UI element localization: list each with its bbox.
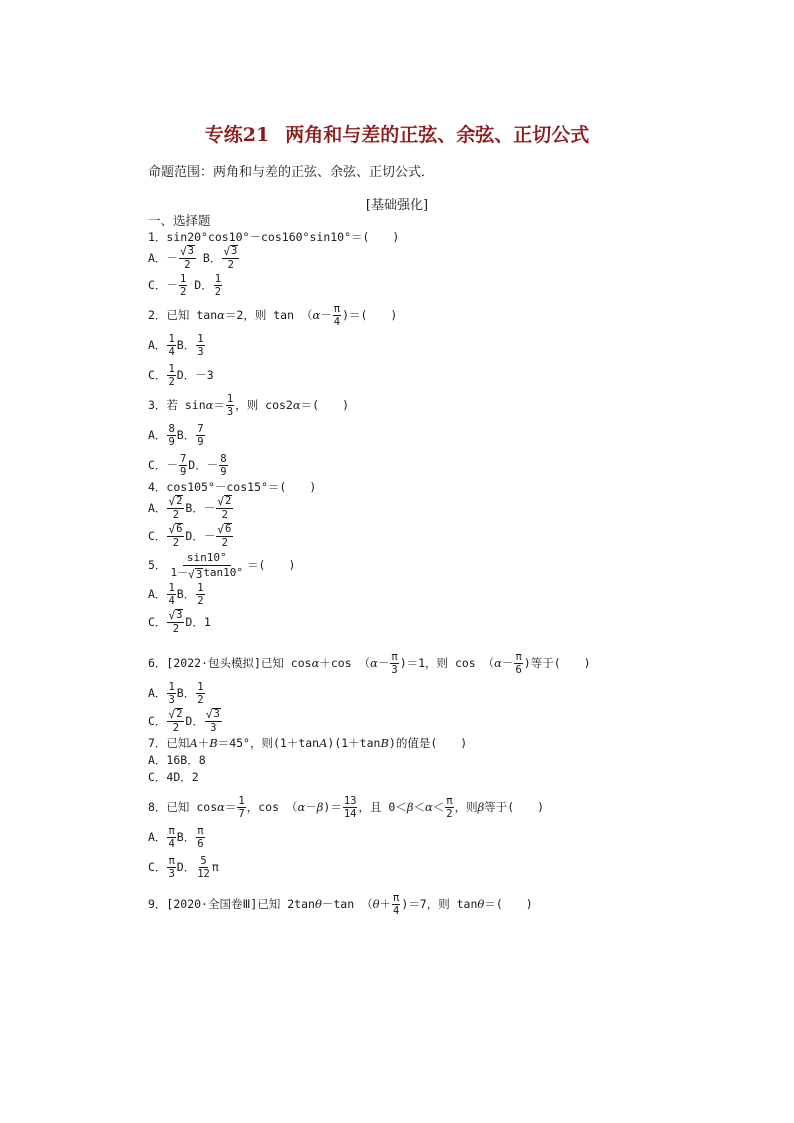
fraction bbox=[167, 855, 175, 880]
math-token: 等于( ) bbox=[484, 800, 545, 814]
math-token: 2 bbox=[168, 376, 175, 388]
math-token: － bbox=[166, 250, 178, 265]
math-token: ＋cos （ bbox=[319, 656, 371, 670]
math-token: 1 bbox=[168, 681, 175, 693]
math-token: ，cos （ bbox=[246, 800, 298, 814]
math-token: ，且 0＜ bbox=[358, 800, 407, 814]
math-token: 7 bbox=[197, 423, 204, 435]
math-token: 1 bbox=[197, 681, 204, 693]
math-token: 6 bbox=[176, 523, 183, 535]
math-token: 9 bbox=[220, 466, 227, 478]
math-token: B． bbox=[185, 500, 204, 515]
fraction bbox=[196, 333, 204, 358]
math-token: － bbox=[203, 500, 216, 515]
math-token: 2 bbox=[176, 708, 183, 720]
fraction bbox=[196, 855, 211, 880]
math-token: C． bbox=[148, 528, 167, 543]
question-7 bbox=[148, 736, 668, 751]
math-token: ＜ bbox=[413, 800, 425, 814]
math-token: 3．若 sin bbox=[148, 398, 206, 412]
math-token: α bbox=[297, 800, 306, 814]
math-token: 2 bbox=[221, 509, 228, 521]
q4-options-cd bbox=[148, 523, 668, 549]
math-token: θ bbox=[314, 897, 322, 911]
math-token: 7 bbox=[179, 453, 187, 465]
math-token: 3 bbox=[210, 722, 217, 734]
math-token: C． bbox=[148, 458, 167, 472]
math-token: β bbox=[406, 800, 414, 814]
question-6 bbox=[148, 651, 668, 676]
math-token: 2 bbox=[224, 495, 232, 507]
math-token: － bbox=[377, 656, 390, 670]
math-token: √ bbox=[168, 609, 176, 622]
math-token: B． bbox=[176, 338, 196, 352]
math-token: 2 bbox=[197, 595, 204, 607]
fraction bbox=[167, 708, 184, 734]
fraction bbox=[222, 245, 239, 271]
question-list bbox=[148, 213, 668, 917]
math-token: D．－3 bbox=[176, 368, 214, 382]
math-token: θ bbox=[372, 897, 380, 911]
math-token: 8 bbox=[220, 453, 227, 465]
math-token: 3 bbox=[226, 406, 234, 418]
math-token: ＝45°，则(1＋tan bbox=[217, 736, 320, 750]
math-token: D．1 bbox=[185, 614, 211, 629]
math-token: －tan （ bbox=[321, 897, 373, 911]
math-token: 2．已知 tan bbox=[148, 308, 218, 322]
fraction bbox=[167, 523, 184, 549]
math-token: 1 bbox=[168, 363, 175, 375]
q1-options-ab bbox=[148, 245, 668, 271]
math-token: 7．已知 bbox=[148, 736, 190, 750]
math-token: 13 bbox=[343, 795, 357, 807]
math-token: 3 bbox=[391, 664, 398, 676]
math-token: 3 bbox=[213, 708, 220, 720]
math-token: 9 bbox=[168, 436, 175, 448]
math-token: 2 bbox=[227, 259, 234, 271]
math-token: 1 bbox=[168, 582, 175, 594]
math-token: 4 bbox=[393, 905, 400, 917]
math-token: 4 bbox=[333, 316, 341, 328]
math-token: ＝( ) bbox=[484, 897, 533, 911]
math-token: D． bbox=[185, 528, 204, 543]
math-token: － bbox=[305, 800, 317, 814]
math-token: 1 bbox=[168, 333, 175, 345]
fraction bbox=[168, 551, 245, 580]
math-token: tan10° bbox=[203, 566, 244, 579]
math-token: ＝( ) bbox=[300, 398, 349, 412]
math-token: 2 bbox=[172, 623, 180, 635]
math-token: 1 bbox=[197, 333, 204, 345]
math-token: 2 bbox=[446, 808, 453, 820]
math-token: A． bbox=[148, 500, 167, 515]
math-token: B． bbox=[176, 587, 196, 601]
math-token: 2 bbox=[197, 694, 204, 706]
math-token: A． bbox=[148, 686, 167, 700]
math-token: C． bbox=[148, 614, 167, 629]
part-title: 一、选择题 bbox=[148, 213, 211, 228]
math-token: C． bbox=[148, 278, 167, 292]
fraction bbox=[167, 363, 175, 388]
math-token: )＝( ) bbox=[342, 308, 398, 322]
math-token: )＝7，则 tan bbox=[401, 897, 478, 911]
math-token: 专练21 bbox=[204, 124, 270, 146]
q7-options-ab: A．16B．8 bbox=[148, 753, 206, 767]
math-token: √ bbox=[217, 495, 224, 508]
math-token: A bbox=[189, 736, 198, 750]
math-token: － bbox=[320, 308, 332, 322]
fraction bbox=[205, 708, 222, 734]
math-token: )(1＋tan bbox=[327, 736, 381, 750]
math-token: 2 bbox=[176, 495, 183, 507]
math-token: D． bbox=[194, 278, 213, 292]
math-token: π bbox=[515, 651, 522, 663]
math-token: 1 bbox=[214, 273, 222, 285]
fraction bbox=[343, 795, 358, 820]
q2-options-ab bbox=[148, 333, 668, 358]
question-5 bbox=[148, 551, 668, 580]
math-token: sin10° bbox=[183, 551, 231, 566]
math-token: 2 bbox=[221, 537, 228, 549]
math-token: 5． bbox=[148, 558, 167, 572]
math-token: A． bbox=[148, 587, 167, 601]
fraction bbox=[167, 582, 175, 607]
math-token: A． bbox=[148, 428, 167, 442]
math-token: √ bbox=[168, 708, 176, 721]
math-token: 3 bbox=[195, 568, 203, 581]
fraction bbox=[216, 495, 233, 521]
math-token: π bbox=[446, 795, 453, 807]
math-token: 2 bbox=[179, 286, 187, 298]
question-1: 1．sin20°cos10°－cos160°sin10°＝( ) bbox=[148, 230, 400, 244]
math-token: － bbox=[166, 278, 178, 292]
math-token: － bbox=[203, 528, 216, 543]
fraction bbox=[167, 609, 184, 635]
math-token: D． bbox=[176, 860, 196, 874]
fraction bbox=[179, 245, 196, 271]
math-token: D． bbox=[188, 458, 207, 472]
math-token: 14 bbox=[343, 808, 357, 820]
math-token: 1 bbox=[179, 273, 187, 285]
math-token: B bbox=[209, 736, 218, 750]
math-token: θ bbox=[477, 897, 485, 911]
question-8 bbox=[148, 795, 668, 820]
math-token: 12 bbox=[197, 868, 210, 880]
math-token: B． bbox=[176, 830, 196, 844]
math-token: － bbox=[501, 656, 514, 670]
math-token: 3 bbox=[168, 694, 175, 706]
page-title bbox=[0, 120, 794, 147]
math-token: B． bbox=[176, 428, 196, 442]
fraction bbox=[196, 423, 204, 448]
math-token: 5 bbox=[200, 855, 207, 867]
q2-options-cd bbox=[148, 363, 668, 388]
math-token: π bbox=[393, 892, 400, 904]
fraction bbox=[167, 825, 175, 850]
math-token: 两角和与差的正弦、余弦、正切公式 bbox=[285, 124, 590, 146]
math-token: 3 bbox=[168, 868, 175, 880]
math-token: 1－ bbox=[170, 566, 189, 579]
math-token: ＝( ) bbox=[247, 558, 296, 572]
math-token: α bbox=[292, 398, 301, 412]
math-token: 9 bbox=[179, 466, 187, 478]
fraction bbox=[514, 651, 522, 676]
math-token: π bbox=[168, 825, 175, 837]
math-token: 2 bbox=[172, 537, 180, 549]
math-token: )等于( ) bbox=[523, 656, 591, 670]
math-token: α bbox=[370, 656, 378, 670]
math-token: )的值是( ) bbox=[388, 736, 468, 750]
math-token: 3 bbox=[230, 245, 238, 257]
math-token: π bbox=[333, 303, 341, 315]
fraction bbox=[167, 495, 184, 521]
math-token: √ bbox=[217, 523, 224, 536]
q4-options-ab bbox=[148, 495, 668, 521]
math-token: 8．已知 cos bbox=[148, 800, 218, 814]
math-token: β bbox=[477, 800, 485, 814]
fraction bbox=[216, 523, 233, 549]
math-token: ＜ bbox=[432, 800, 445, 814]
fraction bbox=[214, 273, 222, 298]
q1-options-cd bbox=[148, 273, 668, 298]
q8-options-ab bbox=[148, 825, 668, 850]
math-token: － bbox=[206, 458, 219, 472]
math-token: 9．[2020·全国卷Ⅲ]已知 2tan bbox=[148, 897, 315, 911]
math-token: )＝1，则 cos （ bbox=[399, 656, 495, 670]
math-token: √ bbox=[205, 708, 213, 721]
math-token: B． bbox=[202, 250, 222, 265]
math-token: √ bbox=[168, 495, 176, 508]
math-token: ，则 cos2 bbox=[235, 398, 293, 412]
math-token: 9 bbox=[197, 436, 204, 448]
q5-options-ab bbox=[148, 582, 668, 607]
math-token: A． bbox=[148, 338, 167, 352]
math-token: √ bbox=[179, 245, 187, 258]
fraction bbox=[179, 453, 187, 478]
math-token: A． bbox=[148, 830, 167, 844]
question-2 bbox=[148, 303, 668, 328]
fraction bbox=[196, 582, 204, 607]
math-token: 7 bbox=[238, 808, 245, 820]
q7-options-cd: C．4D．2 bbox=[148, 770, 199, 784]
math-token: 6 bbox=[515, 664, 522, 676]
math-token: 1 bbox=[238, 795, 245, 807]
math-token: ＝ bbox=[213, 398, 225, 412]
math-token: B bbox=[380, 736, 389, 750]
math-token: 2 bbox=[184, 259, 191, 271]
math-token: D． bbox=[185, 713, 204, 728]
math-token: B． bbox=[176, 686, 196, 700]
fraction bbox=[196, 681, 204, 706]
math-token: 2 bbox=[172, 722, 180, 734]
math-token: ，则 bbox=[454, 800, 478, 814]
fraction bbox=[445, 795, 453, 820]
q3-options-cd bbox=[148, 453, 668, 478]
math-token: ＋ bbox=[197, 736, 210, 750]
math-token: C． bbox=[148, 713, 167, 728]
math-token: √ bbox=[168, 523, 176, 536]
math-token: 1 bbox=[226, 393, 234, 405]
math-token: β bbox=[316, 800, 324, 814]
math-token: A bbox=[319, 736, 328, 750]
math-token: 6．[2022·包头模拟]已知 cos bbox=[148, 656, 312, 670]
math-token: 4 bbox=[168, 595, 175, 607]
math-token: π bbox=[211, 860, 219, 874]
math-token: α bbox=[424, 800, 433, 814]
fraction bbox=[219, 453, 227, 478]
q3-options-ab bbox=[148, 423, 668, 448]
fraction bbox=[196, 825, 204, 850]
math-token: α bbox=[217, 800, 225, 814]
math-token: α bbox=[217, 308, 225, 322]
math-token: )＝ bbox=[323, 800, 342, 814]
math-token: π bbox=[391, 651, 398, 663]
math-token: 8 bbox=[168, 423, 175, 435]
math-token: A． bbox=[148, 250, 167, 265]
section-heading: [基础强化] bbox=[365, 198, 429, 213]
math-token: 4 bbox=[168, 346, 175, 358]
fraction bbox=[333, 303, 341, 328]
fraction bbox=[237, 795, 245, 820]
math-token: α bbox=[205, 398, 214, 412]
math-token: 6 bbox=[224, 523, 232, 535]
fraction bbox=[226, 393, 234, 418]
math-token: ＝2，则 tan （ bbox=[224, 308, 313, 322]
math-token: 3 bbox=[176, 609, 183, 621]
math-token: α bbox=[311, 656, 320, 670]
q6-options-ab bbox=[148, 681, 668, 706]
math-token: 2 bbox=[214, 286, 222, 298]
math-token: 4 bbox=[168, 838, 175, 850]
question-9 bbox=[148, 892, 668, 917]
q8-options-cd bbox=[148, 855, 668, 880]
q6-options-cd bbox=[148, 708, 668, 734]
fraction bbox=[167, 681, 175, 706]
math-token: C． bbox=[148, 860, 167, 874]
math-token: α bbox=[312, 308, 321, 322]
fraction bbox=[167, 423, 175, 448]
math-token: C． bbox=[148, 368, 167, 382]
math-token: ＝ bbox=[224, 800, 237, 814]
math-token: π bbox=[168, 855, 175, 867]
scope-text: 命题范围：两角和与差的正弦、余弦、正切公式． bbox=[148, 165, 435, 180]
math-token: 3 bbox=[187, 245, 194, 257]
math-token: 6 bbox=[197, 838, 204, 850]
math-token: 1 bbox=[197, 582, 204, 594]
math-token: √ bbox=[188, 568, 195, 581]
question-4: 4．cos105°－cos15°＝( ) bbox=[148, 480, 317, 494]
math-token: 2 bbox=[172, 509, 180, 521]
fraction bbox=[390, 651, 398, 676]
math-token: － bbox=[166, 458, 178, 472]
fraction bbox=[392, 892, 400, 917]
math-token: √ bbox=[223, 245, 230, 258]
question-3 bbox=[148, 393, 668, 418]
math-token: π bbox=[197, 825, 204, 837]
math-token: α bbox=[494, 656, 502, 670]
math-token: ＋ bbox=[379, 897, 392, 911]
q5-options-cd bbox=[148, 609, 668, 635]
fraction bbox=[167, 333, 175, 358]
math-token: 3 bbox=[197, 346, 204, 358]
fraction bbox=[179, 273, 187, 298]
